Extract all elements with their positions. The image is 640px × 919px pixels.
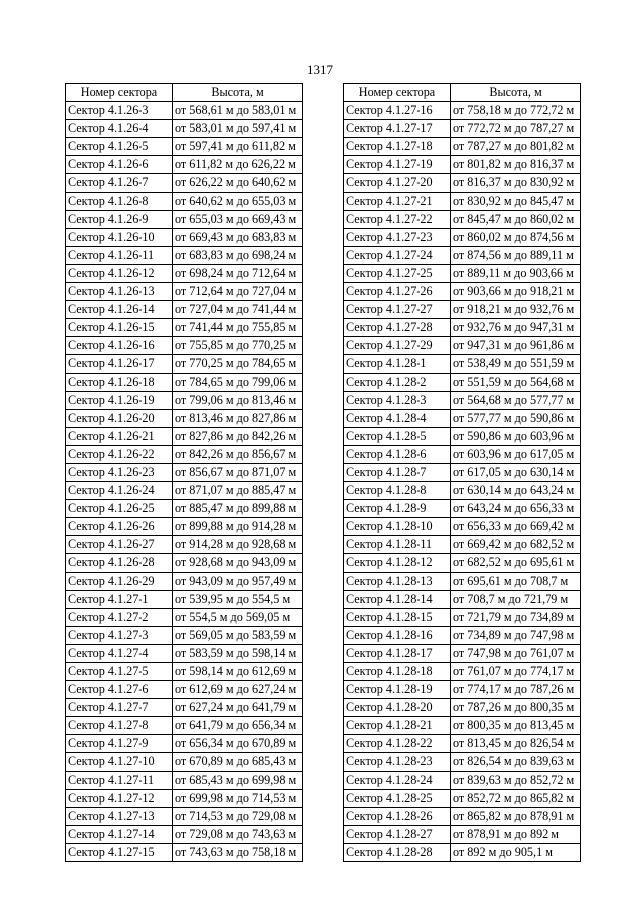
height-range-cell: от 903,66 м до 918,21 м	[451, 283, 581, 301]
table-row	[66, 572, 303, 590]
table-row	[344, 409, 581, 427]
sector-number-cell: Сектор 4.1.26-25	[66, 500, 173, 518]
sector-number-cell: Сектор 4.1.26-4	[66, 120, 173, 138]
sector-number-cell: Сектор 4.1.26-11	[66, 246, 173, 264]
height-range-cell: от 598,14 м до 612,69 м	[173, 663, 303, 681]
table-row	[344, 771, 581, 789]
height-range-cell: от 538,49 м до 551,59 м	[451, 355, 581, 373]
table-row	[344, 518, 581, 536]
height-range-cell: от 860,02 м до 874,56 м	[451, 228, 581, 246]
sector-number-cell: Сектор 4.1.26-22	[66, 445, 173, 463]
table-row	[344, 681, 581, 699]
height-range-cell: от 787,27 м до 801,82 м	[451, 138, 581, 156]
height-range-cell: от 770,25 м до 784,65 м	[173, 355, 303, 373]
height-range-cell: от 583,01 м до 597,41 м	[173, 120, 303, 138]
sector-number-cell: Сектор 4.1.26-10	[66, 228, 173, 246]
height-range-cell: от 885,47 м до 899,88 м	[173, 500, 303, 518]
height-range-cell: от 813,46 м до 827,86 м	[173, 409, 303, 427]
table-row	[66, 753, 303, 771]
sector-number-cell: Сектор 4.1.27-9	[66, 735, 173, 753]
table-row	[344, 753, 581, 771]
height-range-cell: от 734,89 м до 747,98 м	[451, 626, 581, 644]
height-range-cell: от 727,04 м до 741,44 м	[173, 301, 303, 319]
height-range-cell: от 899,88 м до 914,28 м	[173, 518, 303, 536]
table-row	[344, 500, 581, 518]
table-row	[344, 608, 581, 626]
table-header-row	[66, 84, 303, 102]
height-range-cell: от 892 м до 905,1 м	[451, 843, 581, 861]
height-range-cell: от 683,83 м до 698,24 м	[173, 246, 303, 264]
table-row	[344, 427, 581, 445]
table-row	[344, 789, 581, 807]
table-row	[66, 264, 303, 282]
height-range-cell: от 772,72 м до 787,27 м	[451, 120, 581, 138]
height-range-cell: от 583,59 м до 598,14 м	[173, 644, 303, 662]
sector-number-cell: Сектор 4.1.28-7	[344, 463, 451, 481]
height-range-cell: от 878,91 м до 892 м	[451, 825, 581, 843]
height-range-cell: от 774,17 м до 787,26 м	[451, 681, 581, 699]
table-row	[66, 120, 303, 138]
height-range-cell: от 889,11 м до 903,66 м	[451, 264, 581, 282]
table-row	[66, 500, 303, 518]
height-range-cell: от 801,82 м до 816,37 м	[451, 156, 581, 174]
height-range-cell: от 787,26 м до 800,35 м	[451, 699, 581, 717]
column-header-sector: Номер сектора	[66, 84, 173, 102]
sector-number-cell: Сектор 4.1.28-5	[344, 427, 451, 445]
height-range-cell: от 932,76 м до 947,31 м	[451, 319, 581, 337]
height-range-cell: от 874,56 м до 889,11 м	[451, 246, 581, 264]
sector-number-cell: Сектор 4.1.27-4	[66, 644, 173, 662]
table-row	[344, 590, 581, 608]
table-row	[66, 663, 303, 681]
table-row	[66, 102, 303, 120]
table-header-row	[344, 84, 581, 102]
height-range-cell: от 685,43 м до 699,98 м	[173, 771, 303, 789]
sector-number-cell: Сектор 4.1.26-28	[66, 554, 173, 572]
sector-number-cell: Сектор 4.1.27-13	[66, 807, 173, 825]
sector-number-cell: Сектор 4.1.28-11	[344, 536, 451, 554]
sector-table-right-body	[344, 102, 581, 862]
height-range-cell: от 712,64 м до 727,04 м	[173, 283, 303, 301]
height-range-cell: от 729,08 м до 743,63 м	[173, 825, 303, 843]
height-range-cell: от 865,82 м до 878,91 м	[451, 807, 581, 825]
table-row	[344, 174, 581, 192]
table-row	[66, 192, 303, 210]
height-range-cell: от 755,85 м до 770,25 м	[173, 337, 303, 355]
table-row	[344, 463, 581, 481]
table-row	[344, 102, 581, 120]
sector-number-cell: Сектор 4.1.27-15	[66, 843, 173, 861]
sector-number-cell: Сектор 4.1.26-7	[66, 174, 173, 192]
sector-number-cell: Сектор 4.1.26-3	[66, 102, 173, 120]
table-row	[66, 536, 303, 554]
sector-number-cell: Сектор 4.1.26-17	[66, 355, 173, 373]
sector-number-cell: Сектор 4.1.26-13	[66, 283, 173, 301]
sector-number-cell: Сектор 4.1.26-8	[66, 192, 173, 210]
sector-table-left	[65, 83, 303, 862]
height-range-cell: от 918,21 м до 932,76 м	[451, 301, 581, 319]
sector-table-right	[343, 83, 581, 862]
height-range-cell: от 799,06 м до 813,46 м	[173, 391, 303, 409]
table-row	[66, 482, 303, 500]
sector-number-cell: Сектор 4.1.27-17	[344, 120, 451, 138]
sector-number-cell: Сектор 4.1.28-26	[344, 807, 451, 825]
sector-number-cell: Сектор 4.1.27-19	[344, 156, 451, 174]
height-range-cell: от 914,28 м до 928,68 м	[173, 536, 303, 554]
table-row	[66, 319, 303, 337]
sector-number-cell: Сектор 4.1.26-24	[66, 482, 173, 500]
table-row	[344, 228, 581, 246]
sector-number-cell: Сектор 4.1.27-23	[344, 228, 451, 246]
sector-number-cell: Сектор 4.1.27-10	[66, 753, 173, 771]
table-row	[66, 518, 303, 536]
table-row	[66, 228, 303, 246]
table-row	[344, 373, 581, 391]
table-row	[344, 663, 581, 681]
table-row	[344, 572, 581, 590]
sector-number-cell: Сектор 4.1.27-12	[66, 789, 173, 807]
table-row	[344, 807, 581, 825]
height-range-cell: от 852,72 м до 865,82 м	[451, 789, 581, 807]
height-range-cell: от 845,47 м до 860,02 м	[451, 210, 581, 228]
table-row	[344, 735, 581, 753]
sector-number-cell: Сектор 4.1.28-10	[344, 518, 451, 536]
sector-number-cell: Сектор 4.1.27-26	[344, 283, 451, 301]
height-range-cell: от 856,67 м до 871,07 м	[173, 463, 303, 481]
sector-number-cell: Сектор 4.1.28-17	[344, 644, 451, 662]
height-range-cell: от 708,7 м до 721,79 м	[451, 590, 581, 608]
height-range-cell: от 682,52 м до 695,61 м	[451, 554, 581, 572]
height-range-cell: от 747,98 м до 761,07 м	[451, 644, 581, 662]
sector-number-cell: Сектор 4.1.27-22	[344, 210, 451, 228]
sector-number-cell: Сектор 4.1.28-3	[344, 391, 451, 409]
height-range-cell: от 630,14 м до 643,24 м	[451, 482, 581, 500]
height-range-cell: от 626,22 м до 640,62 м	[173, 174, 303, 192]
height-range-cell: от 569,05 м до 583,59 м	[173, 626, 303, 644]
height-range-cell: от 655,03 м до 669,43 м	[173, 210, 303, 228]
table-row	[344, 120, 581, 138]
table-row	[66, 608, 303, 626]
table-row	[66, 445, 303, 463]
sector-number-cell: Сектор 4.1.27-2	[66, 608, 173, 626]
height-range-cell: от 714,53 м до 729,08 м	[173, 807, 303, 825]
sector-number-cell: Сектор 4.1.28-27	[344, 825, 451, 843]
height-range-cell: от 800,35 м до 813,45 м	[451, 717, 581, 735]
table-row	[66, 681, 303, 699]
sector-number-cell: Сектор 4.1.28-22	[344, 735, 451, 753]
table-row	[66, 355, 303, 373]
table-row	[66, 138, 303, 156]
height-range-cell: от 603,96 м до 617,05 м	[451, 445, 581, 463]
height-range-cell: от 656,34 м до 670,89 м	[173, 735, 303, 753]
sector-number-cell: Сектор 4.1.26-16	[66, 337, 173, 355]
height-range-cell: от 947,31 м до 961,86 м	[451, 337, 581, 355]
sector-number-cell: Сектор 4.1.28-12	[344, 554, 451, 572]
height-range-cell: от 721,79 м до 734,89 м	[451, 608, 581, 626]
table-row	[344, 337, 581, 355]
table-row	[66, 391, 303, 409]
sector-number-cell: Сектор 4.1.26-14	[66, 301, 173, 319]
height-range-cell: от 699,98 м до 714,53 м	[173, 789, 303, 807]
height-range-cell: от 597,41 м до 611,82 м	[173, 138, 303, 156]
height-range-cell: от 827,86 м до 842,26 м	[173, 427, 303, 445]
height-range-cell: от 943,09 м до 957,49 м	[173, 572, 303, 590]
sector-number-cell: Сектор 4.1.28-16	[344, 626, 451, 644]
sector-number-cell: Сектор 4.1.27-6	[66, 681, 173, 699]
height-range-cell: от 568,61 м до 583,01 м	[173, 102, 303, 120]
table-row	[66, 301, 303, 319]
table-row	[66, 789, 303, 807]
height-range-cell: от 761,07 м до 774,17 м	[451, 663, 581, 681]
sector-number-cell: Сектор 4.1.27-29	[344, 337, 451, 355]
table-row	[66, 644, 303, 662]
sector-number-cell: Сектор 4.1.27-3	[66, 626, 173, 644]
sector-number-cell: Сектор 4.1.27-24	[344, 246, 451, 264]
height-range-cell: от 611,82 м до 626,22 м	[173, 156, 303, 174]
column-header-height: Высота, м	[451, 84, 581, 102]
sector-number-cell: Сектор 4.1.27-21	[344, 192, 451, 210]
column-header-sector: Номер сектора	[344, 84, 451, 102]
sector-number-cell: Сектор 4.1.26-12	[66, 264, 173, 282]
height-range-cell: от 670,89 м до 685,43 м	[173, 753, 303, 771]
sector-number-cell: Сектор 4.1.27-28	[344, 319, 451, 337]
table-row	[66, 626, 303, 644]
sector-number-cell: Сектор 4.1.26-6	[66, 156, 173, 174]
sector-number-cell: Сектор 4.1.28-24	[344, 771, 451, 789]
height-range-cell: от 656,33 м до 669,42 м	[451, 518, 581, 536]
height-range-cell: от 698,24 м до 712,64 м	[173, 264, 303, 282]
height-range-cell: от 643,24 м до 656,33 м	[451, 500, 581, 518]
height-range-cell: от 842,26 м до 856,67 м	[173, 445, 303, 463]
table-row	[66, 427, 303, 445]
column-header-height: Высота, м	[173, 84, 303, 102]
sector-number-cell: Сектор 4.1.28-13	[344, 572, 451, 590]
table-row	[66, 174, 303, 192]
table-row	[344, 210, 581, 228]
height-range-cell: от 784,65 м до 799,06 м	[173, 373, 303, 391]
table-row	[344, 717, 581, 735]
table-row	[344, 246, 581, 264]
sector-number-cell: Сектор 4.1.27-14	[66, 825, 173, 843]
table-row	[66, 735, 303, 753]
sector-number-cell: Сектор 4.1.26-21	[66, 427, 173, 445]
height-range-cell: от 743,63 м до 758,18 м	[173, 843, 303, 861]
height-range-cell: от 669,42 м до 682,52 м	[451, 536, 581, 554]
height-range-cell: от 830,92 м до 845,47 м	[451, 192, 581, 210]
sector-number-cell: Сектор 4.1.26-20	[66, 409, 173, 427]
table-row	[344, 825, 581, 843]
sector-number-cell: Сектор 4.1.28-18	[344, 663, 451, 681]
sector-number-cell: Сектор 4.1.28-8	[344, 482, 451, 500]
sector-number-cell: Сектор 4.1.28-20	[344, 699, 451, 717]
height-range-cell: от 839,63 м до 852,72 м	[451, 771, 581, 789]
table-row	[344, 156, 581, 174]
table-row	[66, 283, 303, 301]
table-row	[66, 717, 303, 735]
table-row	[66, 373, 303, 391]
sector-table-left-body	[66, 102, 303, 862]
sector-number-cell: Сектор 4.1.26-9	[66, 210, 173, 228]
sector-number-cell: Сектор 4.1.27-25	[344, 264, 451, 282]
sector-number-cell: Сектор 4.1.27-27	[344, 301, 451, 319]
table-row	[344, 536, 581, 554]
sector-number-cell: Сектор 4.1.28-14	[344, 590, 451, 608]
sector-number-cell: Сектор 4.1.27-11	[66, 771, 173, 789]
table-row	[66, 825, 303, 843]
table-row	[344, 644, 581, 662]
sector-number-cell: Сектор 4.1.27-5	[66, 663, 173, 681]
height-range-cell: от 813,45 м до 826,54 м	[451, 735, 581, 753]
height-range-cell: от 669,43 м до 683,83 м	[173, 228, 303, 246]
height-range-cell: от 871,07 м до 885,47 м	[173, 482, 303, 500]
table-row	[66, 337, 303, 355]
sector-number-cell: Сектор 4.1.28-4	[344, 409, 451, 427]
height-range-cell: от 551,59 м до 564,68 м	[451, 373, 581, 391]
sector-number-cell: Сектор 4.1.28-15	[344, 608, 451, 626]
sector-number-cell: Сектор 4.1.28-2	[344, 373, 451, 391]
sector-number-cell: Сектор 4.1.27-8	[66, 717, 173, 735]
table-row	[66, 463, 303, 481]
height-range-cell: от 612,69 м до 627,24 м	[173, 681, 303, 699]
height-range-cell: от 640,62 м до 655,03 м	[173, 192, 303, 210]
table-row	[66, 771, 303, 789]
sector-number-cell: Сектор 4.1.26-29	[66, 572, 173, 590]
sector-number-cell: Сектор 4.1.27-1	[66, 590, 173, 608]
sector-number-cell: Сектор 4.1.28-19	[344, 681, 451, 699]
table-row	[344, 626, 581, 644]
height-range-cell: от 741,44 м до 755,85 м	[173, 319, 303, 337]
sector-number-cell: Сектор 4.1.27-16	[344, 102, 451, 120]
height-range-cell: от 826,54 м до 839,63 м	[451, 753, 581, 771]
table-row	[66, 554, 303, 572]
sector-number-cell: Сектор 4.1.26-23	[66, 463, 173, 481]
sector-number-cell: Сектор 4.1.28-28	[344, 843, 451, 861]
table-row	[344, 355, 581, 373]
height-range-cell: от 928,68 м до 943,09 м	[173, 554, 303, 572]
table-row	[344, 192, 581, 210]
table-row	[344, 445, 581, 463]
height-range-cell: от 564,68 м до 577,77 м	[451, 391, 581, 409]
sector-number-cell: Сектор 4.1.26-5	[66, 138, 173, 156]
height-range-cell: от 617,05 м до 630,14 м	[451, 463, 581, 481]
table-row	[66, 156, 303, 174]
sector-number-cell: Сектор 4.1.28-25	[344, 789, 451, 807]
table-row	[344, 283, 581, 301]
table-row	[66, 807, 303, 825]
height-range-cell: от 641,79 м до 656,34 м	[173, 717, 303, 735]
sector-number-cell: Сектор 4.1.27-20	[344, 174, 451, 192]
table-row	[66, 699, 303, 717]
table-row	[344, 391, 581, 409]
height-range-cell: от 695,61 м до 708,7 м	[451, 572, 581, 590]
table-row	[344, 482, 581, 500]
height-range-cell: от 577,77 м до 590,86 м	[451, 409, 581, 427]
table-row	[66, 409, 303, 427]
height-range-cell: от 554,5 м до 569,05 м	[173, 608, 303, 626]
sector-number-cell: Сектор 4.1.26-26	[66, 518, 173, 536]
table-row	[344, 699, 581, 717]
table-row	[344, 301, 581, 319]
table-row	[66, 843, 303, 861]
height-range-cell: от 539,95 м до 554,5 м	[173, 590, 303, 608]
height-range-cell: от 758,18 м до 772,72 м	[451, 102, 581, 120]
table-row	[344, 554, 581, 572]
sector-number-cell: Сектор 4.1.27-18	[344, 138, 451, 156]
height-range-cell: от 590,86 м до 603,96 м	[451, 427, 581, 445]
table-row	[66, 210, 303, 228]
page-number: 1317	[307, 62, 333, 77]
height-range-cell: от 816,37 м до 830,92 м	[451, 174, 581, 192]
sector-number-cell: Сектор 4.1.28-9	[344, 500, 451, 518]
sector-number-cell: Сектор 4.1.26-19	[66, 391, 173, 409]
table-row	[344, 264, 581, 282]
table-row	[66, 246, 303, 264]
sector-number-cell: Сектор 4.1.28-23	[344, 753, 451, 771]
sector-number-cell: Сектор 4.1.26-15	[66, 319, 173, 337]
table-row	[344, 138, 581, 156]
table-row	[344, 319, 581, 337]
sector-number-cell: Сектор 4.1.28-1	[344, 355, 451, 373]
height-range-cell: от 627,24 м до 641,79 м	[173, 699, 303, 717]
sector-number-cell: Сектор 4.1.28-21	[344, 717, 451, 735]
sector-number-cell: Сектор 4.1.27-7	[66, 699, 173, 717]
table-row	[344, 843, 581, 861]
sector-number-cell: Сектор 4.1.26-27	[66, 536, 173, 554]
table-row	[66, 590, 303, 608]
sector-number-cell: Сектор 4.1.28-6	[344, 445, 451, 463]
sector-number-cell: Сектор 4.1.26-18	[66, 373, 173, 391]
